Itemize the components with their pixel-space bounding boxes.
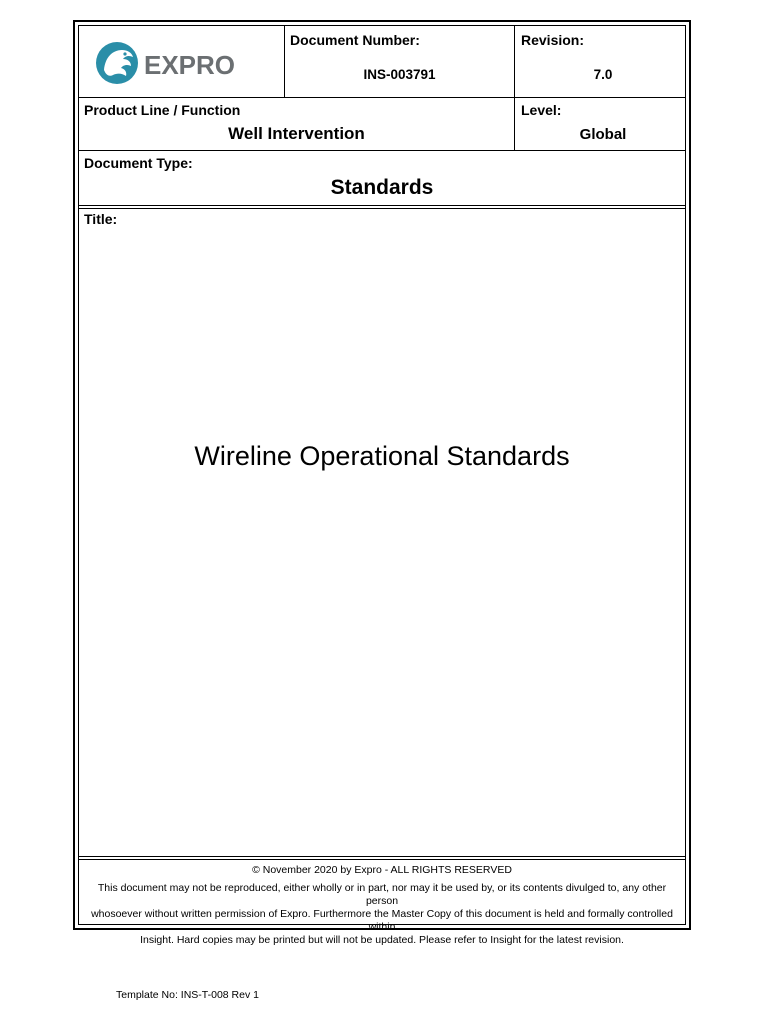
reproduction-notice [85,882,679,947]
document-frame [73,20,691,946]
level-value: Global [579,126,627,143]
expro-logo [95,40,267,86]
notice-line-2: whosoever without written permission of Expro. Furthermore the Master Copy of this document is held and formally controlled within [91,908,673,933]
title-label: Title: [84,211,118,227]
document-type-label: Document Type: [84,155,193,171]
product-line-value: Well Intervention [228,124,365,143]
revision-value: 7.0 [593,67,613,82]
document-number-label: Document Number: [290,32,420,48]
level-label: Level: [521,102,562,118]
row-divider-3 [79,205,685,209]
row-divider-1 [79,97,685,98]
template-number: Template No: INS-T-008 Rev 1 [116,989,259,1001]
document-inner-frame [78,25,686,946]
document-number-value: INS-003791 [363,67,436,82]
revision-label: Revision: [521,32,585,48]
notice-line-1: This document may not be reproduced, either wholly or in part, nor may it be used by, or its contents divulged to, any other person [97,882,667,907]
notice-line-3: Insight. Hard copies may be printed but will not be updated. Please refer to Insight for the latest revision. [140,934,624,946]
row-divider-2 [79,150,685,151]
footer-divider [79,856,685,860]
expro-logo-text: EXPRO [144,50,236,80]
divider-logo [284,26,285,97]
document-type-value: Standards [330,176,434,199]
product-line-label: Product Line / Function [84,102,241,118]
document-title: Wireline Operational Standards [194,441,570,471]
copyright-text: © November 2020 by Expro - ALL RIGHTS RESERVED [252,864,512,876]
